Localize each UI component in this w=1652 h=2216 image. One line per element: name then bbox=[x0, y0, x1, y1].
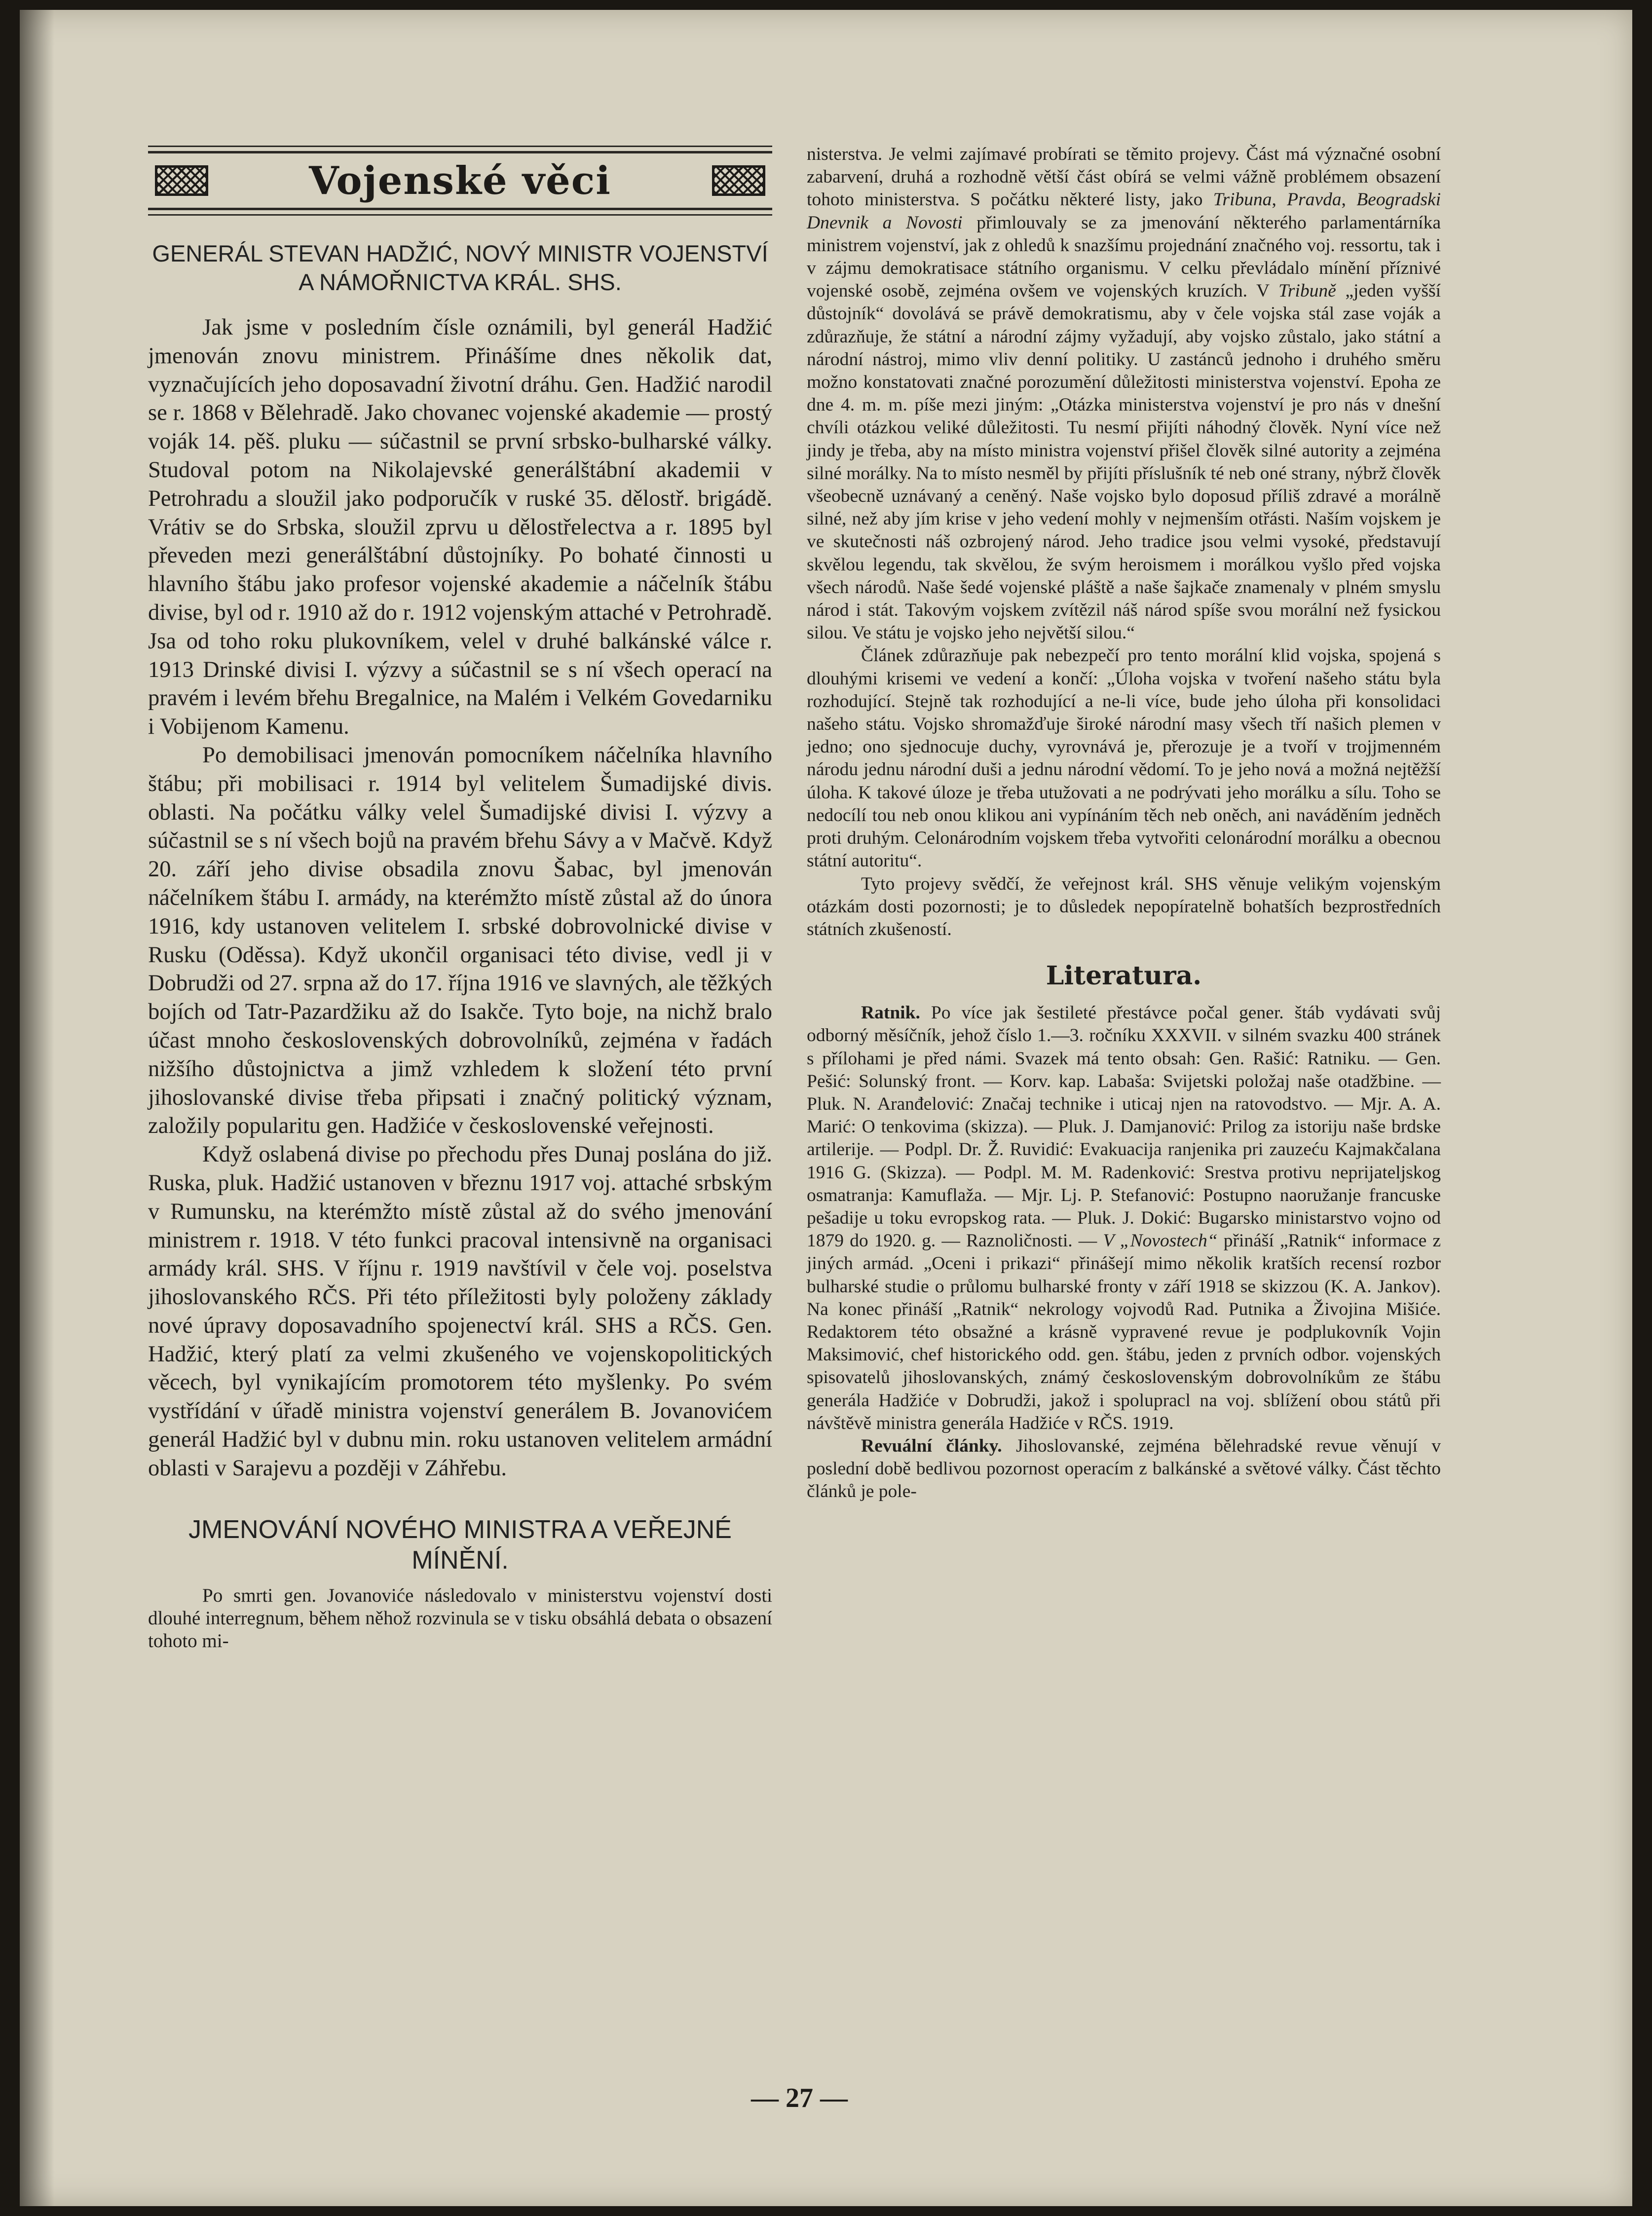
article2-intro-paragraph: Po smrti gen. Jovanoviće následovalo v ministerstvu vojenství dosti dlouhé interregnum, během něhož rozvinula se v tisku obsáhlá debata o obsazení tohoto mi- bbox=[148, 1584, 772, 1652]
header-rule-bottom bbox=[148, 208, 772, 210]
literatura-paragraph: Revuální články. Jihoslovanské, zejména bělehradské revue věnují v poslední době bedlivou pozornost operacím z balkánské a světové války. Část těchto článků je pole- bbox=[807, 1435, 1441, 1502]
page-number: — 27 — bbox=[751, 2083, 848, 2113]
binding-shadow bbox=[20, 10, 54, 2206]
section-title: Vojenské věci bbox=[309, 158, 611, 203]
left-column bbox=[148, 146, 772, 1653]
header-rule-bottom-2 bbox=[148, 214, 772, 216]
article2-continuation: nisterstva. Je velmi zajímavé probírati se těmito projevy. Část má význačné osobní zabarvení, druhá a rozhodně větší část obírá se velmi vážně problémem obsazení tohoto ministerstva. S počátku některé listy, jako Tribuna, Pravda, Beogradski Dnevnik a Novosti přimlouvaly se za jmenování některého parlamentárníka ministrem vojenství, jak z ohledů k snazšímu projednání značného voj. ressortu, tak i v zájmu demokratisace státního organismu. V celku převládalo mínění příznivé vojenské osobě, zejména ovšem ve vojenských kruzích. V Tribuně „jeden vyšší důstojník“ dovolává se právě demokratismu, aby v čele vojska stál zase voják a zdůrazňuje, že státní a národní zájmy vyžadují, aby vojsko zůstalo, jako státní a národní nástroj, mimo vliv denní politiky. U zastánců jednoho i druhého směru možno konstatovati značné porozumění důležitosti ministerstva vojenství. Epoha ze dne 4. m. m. píše mezi jiným: „Otázka ministerstva vojenství je pro nás v dnešní chvíli otázkou veliké důležitosti. Tu nesmí přijíti náhodný člověk. Nyní více než jindy je třeba, aby na místo ministra vojenství přišel člověk silné autority a zejména silné morálky. Na to místo nesměl by přijíti příslušník té neb oné strany, nýbrž člověk všeobecně uznávaný a ceněný. Naše vojsko bylo doposud příliš zdravé a morálně silné, než aby jím krise v jeho vedení mohly v nejmenším otřásti. Naším vojskem je ve skutečnosti náš ozbrojený národ. Jeho tradice jsou velmi vysoké, představují skvělou legendu, tak skvělou, že svým heroismem i morálkou vyšlo před vojska všech národů. Naše šedé vojenské pláště a naše šajkače znamenaly v plném smyslu národ i stát. Takovým vojskem zvítězil náš národ spíše svou morální než fysickou silou. Ve státu je vojsko jeho největší silou.“ bbox=[807, 144, 1441, 643]
ornament-left-icon bbox=[155, 165, 208, 196]
article1-paragraph: Když oslabená divise po přechodu přes Dunaj poslána do již. Ruska, pluk. Hadžić ustanoven v březnu 1917 voj. attaché srbským v Rumunsku, na kterémžto místě zůstal až do svého jmenování ministrem r. 1918. V této funkci pracoval intensivně na organisaci armády král. SHS. V říjnu r. 1919 navštívil v čele voj. poselstva jihoslovanského RČS. Při této příležitosti byly položeny základy nové úpravy doposavadního spojenectví král. SHS a RČS. Gen. Hadžić, který platí za velmi zkušeného ve vojenskopolitických věcech, byl vynikajícím promotorem této myšlenky. Po svém vystřídání v úřadě ministra vojenství generálem B. Jovanovićem generál Hadžić byl v dubnu min. roku ustanoven velitelem armádní oblasti v Sarajevu a později v Záhřebu. bbox=[148, 1142, 772, 1481]
literatura-paragraph: Ratnik. Po více jak šestileté přestávce počal gener. štáb vydávati svůj odborný měsíčník, jehož číslo 1.—3. ročníku XXXVII. v silném svazku 400 stránek s přílohami je před námi. Svazek má tento obsah: Gen. Rašić: Ratniku. — Gen. Pešić: Solunský front. — Korv. kap. Labaša: Svijetski položaj naše otadžbine. — Pluk. N. Aranđelović: Značaj technike i uticaj njen na ratovodstvo. — Mjr. A. A. Marić: O tenkovima (skizza). — Pluk. J. Damjanović: Prilog za istoriju naše brdske artilerije. — Podpl. Dr. Ž. Ruvidić: Evakuacija ranjenika pri zauzeću Kajmakčalana 1916 G. (Skizza). — Podpl. M. M. Radenković: Srestva protivu neprijateljskog osmatranja: Kamuflaža. — Mjr. Lj. P. Stefanović: Postupno naoružanje francuske pešadije u toku evropskog rata. — Pluk. J. Dokić: Bugarsko ministarstvo vojno od 1879 do 1920. g. — Raznoličnosti. — V „Novostech“ přináší „Ratnik“ informace z jiných armád. „Oceni i prikazi“ přinášejí mimo několik kratších recensí rozbor bulharské studie o průlomu bulharské fronty v září 1918 se skizzou (K. A. Jankov). Na konec přináší „Ratnik“ nekrology vojvodů Rad. Putnika a Živojina Mišiće. Redaktorem této obsažné a krásně vypravené revue je podplukovník Vojin Maksimović, chef historického odd. gen. štábu, jeden z prvních odbor. vojenských spisovatelů jihoslovanských, známý československým dobrovolníkům ze štábu generála Hadžiće v Dobrudži, jakož i spolupracl na voj. sblížení obou států při návštěvě ministra generála Hadžiće v RČS. 1919. bbox=[807, 1003, 1441, 1433]
article2-paragraph: Tyto projevy svědčí, že veřejnost král. SHS věnuje velikým vojenským otázkám dosti pozornosti; je to důsledek nepopíratelně bohatších bezprostředních státních zkušeností. bbox=[807, 873, 1441, 939]
article1-body bbox=[148, 313, 772, 1483]
ornament-right-icon bbox=[712, 165, 765, 196]
section-header bbox=[148, 153, 772, 208]
right-column bbox=[807, 143, 1441, 1503]
article1-title: GENERÁL STEVAN HADŽIĆ, NOVÝ MINISTR VOJENSTVÍ A NÁMOŘNICTVA KRÁL. SHS. bbox=[152, 240, 768, 295]
article1-paragraph: Jak jsme v posledním čísle oznámili, byl generál Hadžić jmenován znovu ministrem. Přinášíme dnes několik dat, vyznačujících jeho doposavadní životní dráhu. Gen. Hadžić narodil se r. 1868 v Bělehradě. Jako chovanec vojenské akademie — prostý voják 14. pěš. pluku — súčastnil se první srbsko-bulharské války. Studoval potom na Nikolajevské generálštábní akademii v Petrohradu a sloužil jako podporučík v ruské 35. dělostř. brigádě. Vrátiv se do Srbska, sloužil zprvu u dělostřelectva a r. 1895 byl převeden mezi generálštábní důstojníky. Po bohaté činnosti u hlavního štábu jako profesor vojenské akademie a náčelník štábu divise, byl od r. 1910 až do r. 1912 vojenským attaché v Petrohradě. Jsa od toho roku plukovníkem, velel v druhé balkánské válce r. 1913 Drinské divisi I. výzvy a súčastnil se s ní všech operací na pravém i levém břehu Bregalnice, na Malém i Velkém Govedarniku i Vobijenom Kamenu. bbox=[148, 315, 772, 740]
article2-title: JMENOVÁNÍ NOVÉHO MINISTRA A VEŘEJNÉ MÍNĚNÍ. bbox=[188, 1515, 732, 1575]
article2-intro bbox=[148, 1584, 772, 1653]
article2-paragraph: Článek zdůrazňuje pak nebezpečí pro tento morální klid vojska, spojená s dlouhými krisemi ve vedení a končí: „Úloha vojska v tvoření našeho státu byla rozhodující. Stejně tak rozhodující a ne-li více, bude jeho úloha při konsolidaci našeho státu. Vojsko shromažďuje široké národní masy všech tří našich plemen v jedno; ono sjednocuje duchy, vyrovnává je, přerozuje je a tvoří v trojjmenném národu jednu národní duši a jednu národní vědomí. To je jeho nová a možná nejtěžší úloha. K takové úloze je třeba utužovati a ne podrývati jeho morálku a sílu. Toho se nedocílí tou neb onou klikou ani vypínáním těch neb oněch, ani naváděním jedněch proti druhým. Celonárodním vojskem třeba vytvořiti celonárodní morálku a obecnou státní autoritu“. bbox=[807, 645, 1441, 871]
article1-paragraph: Po demobilisaci jmenován pomocníkem náčelníka hlavního štábu; při mobilisaci r. 1914 byl velitelem Šumadijské divis. oblasti. Na počátku války velel Šumadijské divisi I. výzvy a súčastnil se s ní všech bojů na pravém břehu Sávy a v Mačvě. Když 20. září jeho divise obsadila znovu Šabac, byl jmenován náčelníkem štábu I. armády, na kterémžto místě zůstal až do února 1916, kdy ustanoven velitelem I. srbské dobrovolnické divise v Rusku (Oděssa). Když ukončil organisaci této divise, vedl ji v Dobrudži od 27. srpna až do 17. října 1916 ve slavných, ale těžkých bojích od Tatr-Pazardžiku až do Isakče. Tyto boje, na nichž bralo účast mnoho československých dobrovolníků, zejména v řadách nižšího důstojnictva a jimž vzhledem k složení této první jihoslovanské divise třeba připsati i značný politický význam, založily popularitu gen. Hadžiće v československé veřejnosti. bbox=[148, 742, 772, 1139]
literatura-heading: Literatura. bbox=[1046, 961, 1202, 991]
header-rule-top bbox=[148, 146, 772, 147]
